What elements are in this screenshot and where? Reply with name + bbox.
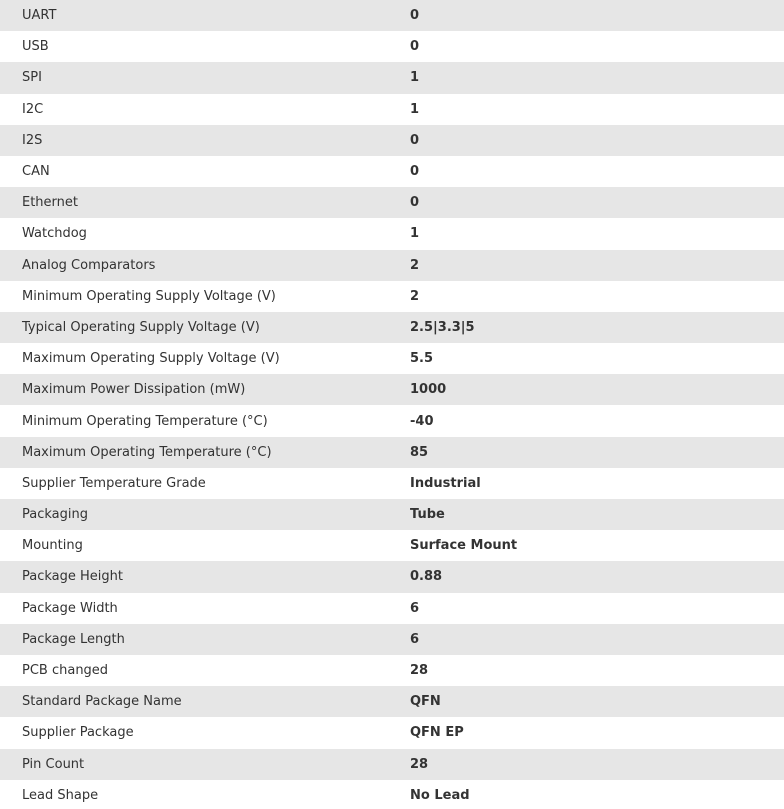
spec-row xyxy=(0,187,784,218)
spec-value: No Lead xyxy=(388,780,784,809)
spec-label: Maximum Operating Supply Voltage (V) xyxy=(0,343,388,374)
spec-row xyxy=(0,780,784,809)
spec-value: 28 xyxy=(388,655,784,686)
spec-label: UART xyxy=(0,0,388,31)
spec-row xyxy=(0,250,784,281)
spec-row xyxy=(0,281,784,312)
spec-row xyxy=(0,686,784,717)
spec-label: Lead Shape xyxy=(0,780,388,809)
spec-row xyxy=(0,94,784,125)
spec-row xyxy=(0,593,784,624)
spec-value: 28 xyxy=(388,749,784,780)
spec-value: 2 xyxy=(388,281,784,312)
spec-label: Maximum Power Dissipation (mW) xyxy=(0,374,388,405)
spec-row xyxy=(0,530,784,561)
spec-label: Supplier Temperature Grade xyxy=(0,468,388,499)
spec-label: PCB changed xyxy=(0,655,388,686)
spec-value: 0 xyxy=(388,0,784,31)
spec-row xyxy=(0,0,784,31)
spec-row xyxy=(0,218,784,249)
spec-value: 0 xyxy=(388,125,784,156)
spec-label: Maximum Operating Temperature (°C) xyxy=(0,437,388,468)
spec-label: SPI xyxy=(0,62,388,93)
spec-label: Package Length xyxy=(0,624,388,655)
spec-label: Standard Package Name xyxy=(0,686,388,717)
spec-row xyxy=(0,437,784,468)
spec-value: 85 xyxy=(388,437,784,468)
spec-row xyxy=(0,343,784,374)
spec-value: 1 xyxy=(388,94,784,125)
spec-row xyxy=(0,624,784,655)
spec-value: 0 xyxy=(388,187,784,218)
spec-row xyxy=(0,156,784,187)
spec-label: Pin Count xyxy=(0,749,388,780)
spec-row xyxy=(0,374,784,405)
spec-row xyxy=(0,405,784,436)
spec-row xyxy=(0,561,784,592)
spec-label: I2C xyxy=(0,94,388,125)
spec-value: 6 xyxy=(388,593,784,624)
spec-row xyxy=(0,62,784,93)
spec-value: 0 xyxy=(388,31,784,62)
spec-row xyxy=(0,717,784,748)
spec-label: CAN xyxy=(0,156,388,187)
spec-row xyxy=(0,31,784,62)
spec-value: 6 xyxy=(388,624,784,655)
spec-value: QFN xyxy=(388,686,784,717)
spec-label: Ethernet xyxy=(0,187,388,218)
spec-value: 0 xyxy=(388,156,784,187)
spec-value: 5.5 xyxy=(388,343,784,374)
spec-value: -40 xyxy=(388,405,784,436)
spec-label: USB xyxy=(0,31,388,62)
spec-label: Typical Operating Supply Voltage (V) xyxy=(0,312,388,343)
spec-value: Tube xyxy=(388,499,784,530)
spec-row xyxy=(0,312,784,343)
spec-value: Surface Mount xyxy=(388,530,784,561)
spec-value: 0.88 xyxy=(388,561,784,592)
spec-label: Mounting xyxy=(0,530,388,561)
spec-label: Supplier Package xyxy=(0,717,388,748)
spec-label: I2S xyxy=(0,125,388,156)
spec-value: 2 xyxy=(388,250,784,281)
spec-value: 1000 xyxy=(388,374,784,405)
spec-value: Industrial xyxy=(388,468,784,499)
spec-label: Minimum Operating Temperature (°C) xyxy=(0,405,388,436)
spec-row xyxy=(0,468,784,499)
spec-label: Minimum Operating Supply Voltage (V) xyxy=(0,281,388,312)
spec-value: 2.5|3.3|5 xyxy=(388,312,784,343)
spec-label: Analog Comparators xyxy=(0,250,388,281)
spec-row xyxy=(0,125,784,156)
spec-value: QFN EP xyxy=(388,717,784,748)
spec-row xyxy=(0,499,784,530)
spec-value: 1 xyxy=(388,218,784,249)
spec-label: Packaging xyxy=(0,499,388,530)
spec-value: 1 xyxy=(388,62,784,93)
spec-label: Package Width xyxy=(0,593,388,624)
spec-label: Package Height xyxy=(0,561,388,592)
spec-row xyxy=(0,655,784,686)
spec-label: Watchdog xyxy=(0,218,388,249)
spec-row xyxy=(0,749,784,780)
